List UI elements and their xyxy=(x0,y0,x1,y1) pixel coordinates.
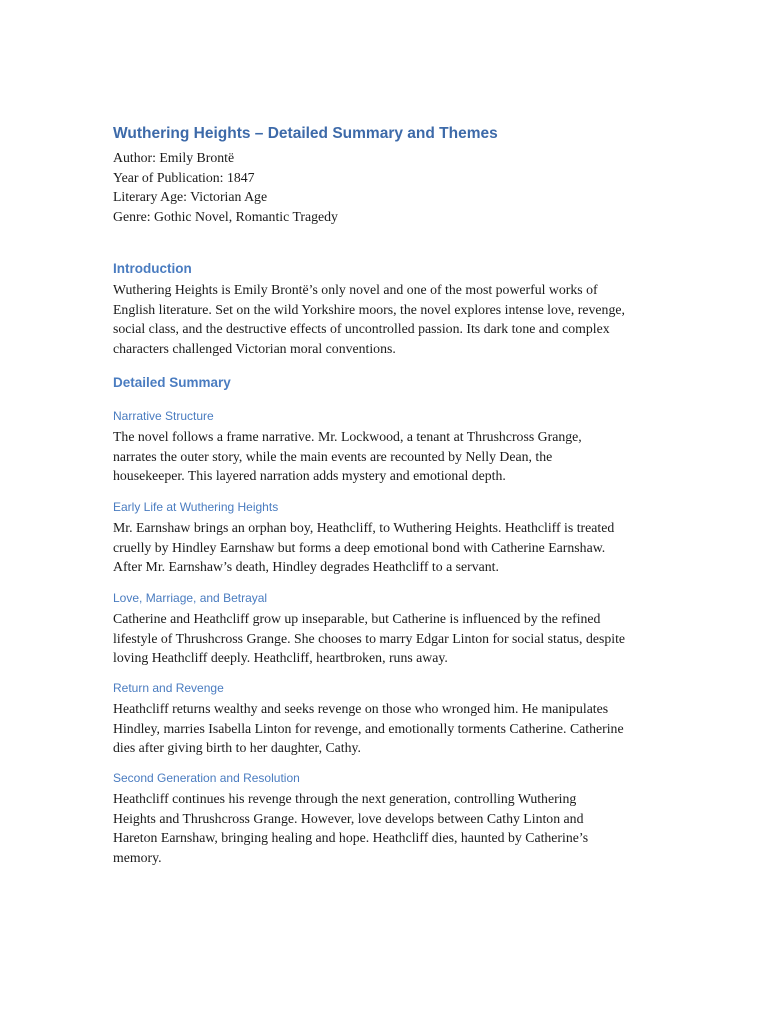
paragraph-line: After Mr. Earnshaw’s death, Hindley degrades Heathcliff to a servant. xyxy=(113,559,499,574)
paragraph-line: cruelly by Hindley Earnshaw but forms a deep emotional bond with Catherine Earnshaw. xyxy=(113,539,606,555)
love-marriage-section xyxy=(113,590,673,668)
paragraph-line: housekeeper. This layered narration adds mystery and emotional depth. xyxy=(113,468,506,483)
paragraph-line: Heights and Thrushcross Grange. However, love develops between Cathy Linton and xyxy=(113,810,584,826)
paragraph-line: English literature. Set on the wild Yorkshire moors, the novel explores intense love, revenge, xyxy=(113,301,625,317)
narrative-structure-section xyxy=(113,408,673,486)
paragraph-line: characters challenged Victorian moral conventions. xyxy=(113,340,396,356)
section-heading: Early Life at Wuthering Heights xyxy=(113,500,279,514)
paragraph-line: loving Heathcliff deeply. Heathcliff, heartbroken, runs away. xyxy=(113,650,448,665)
summary-heading-block xyxy=(113,374,673,392)
detailed-summary-heading: Detailed Summary xyxy=(113,375,231,390)
paragraph-line: Heathcliff continues his revenge through the next generation, controlling Wuthering xyxy=(113,791,577,806)
paragraph-line: narrates the outer story, while the main events are recounted by Nelly Dean, the xyxy=(113,448,553,464)
author-line: Author: Emily Brontë xyxy=(113,150,235,165)
paragraph-line: Mr. Earnshaw brings an orphan boy, Heathcliff, to Wuthering Heights. Heathcliff is treated xyxy=(113,520,615,535)
book-metadata xyxy=(113,148,673,226)
paragraph-line: social class, and the destructive effects of uncontrolled passion. Its dark tone and complex xyxy=(113,321,610,336)
paragraph-line: Heathcliff returns wealthy and seeks revenge on those who wronged him. He manipulates xyxy=(113,701,609,716)
section-heading: Second Generation and Resolution xyxy=(113,771,300,785)
genre-line: Genre: Gothic Novel, Romantic Tragedy xyxy=(113,208,338,224)
document-title: Wuthering Heights – Detailed Summary and Themes xyxy=(113,125,498,142)
paragraph-line: The novel follows a frame narrative. Mr. Lockwood, a tenant at Thrushcross Grange, xyxy=(113,429,582,444)
paragraph-line: Hindley, marries Isabella Linton for revenge, and emotionally torments Catherine. Catherine xyxy=(113,720,624,736)
year-line: Year of Publication: 1847 xyxy=(113,169,255,185)
return-revenge-section xyxy=(113,680,673,758)
paragraph-line: Wuthering Heights is Emily Brontë’s only novel and one of the most powerful works of xyxy=(113,282,598,297)
introduction-heading: Introduction xyxy=(113,261,192,276)
paragraph-line: dies after giving birth to her daughter, Cathy. xyxy=(113,740,361,755)
paragraph-line: Hareton Earnshaw, bringing healing and hope. Heathcliff dies, haunted by Catherine’s xyxy=(113,830,589,845)
paragraph-line: memory. xyxy=(113,849,162,865)
document-header xyxy=(113,124,673,226)
introduction-paragraph xyxy=(113,280,673,358)
second-generation-section xyxy=(113,770,673,867)
literary-age-line: Literary Age: Victorian Age xyxy=(113,189,268,204)
paragraph-line: Catherine and Heathcliff grow up inseparable, but Catherine is influenced by the refined xyxy=(113,611,601,626)
early-life-section xyxy=(113,499,673,577)
paragraph-line: lifestyle of Thrushcross Grange. She chooses to marry Edgar Linton for social status, despite xyxy=(113,630,626,646)
introduction-section xyxy=(113,260,673,358)
section-heading: Return and Revenge xyxy=(113,681,224,695)
section-heading: Love, Marriage, and Betrayal xyxy=(113,591,268,605)
section-heading: Narrative Structure xyxy=(113,409,214,423)
